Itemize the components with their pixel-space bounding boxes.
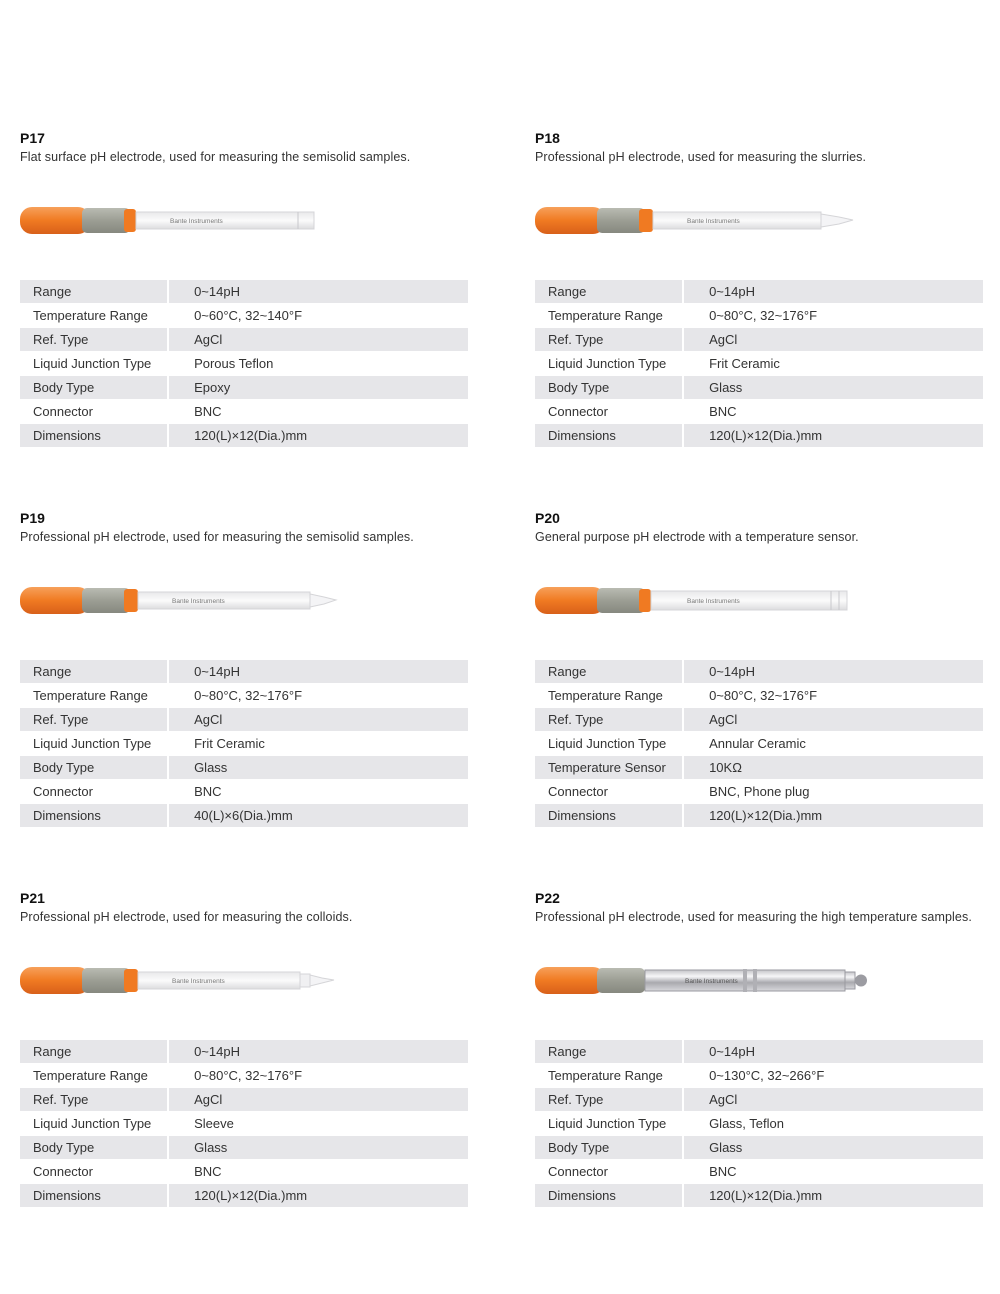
electrode-glass-body: [651, 591, 847, 610]
spec-row: [20, 708, 468, 732]
spec-value: BNC: [682, 400, 983, 423]
spec-row: [20, 1136, 468, 1160]
spec-key: Ref. Type: [535, 1088, 682, 1111]
product-code: P17: [20, 130, 45, 146]
spec-value: 0~14pH: [167, 660, 468, 683]
electrode-brand-label: Bante Instruments: [172, 598, 225, 605]
spec-row: [535, 376, 983, 400]
spec-row: [535, 352, 983, 376]
spec-value: 0~14pH: [682, 660, 983, 683]
product-code: P19: [20, 510, 45, 526]
electrode-image: [535, 577, 895, 617]
spec-value: AgCl: [682, 1088, 983, 1111]
spec-key: Dimensions: [20, 424, 167, 447]
spec-key: Connector: [20, 400, 167, 423]
spec-key: Liquid Junction Type: [20, 352, 167, 375]
spec-value: Glass: [167, 756, 468, 779]
spec-value: AgCl: [167, 1088, 468, 1111]
spec-value: Epoxy: [167, 376, 468, 399]
spec-key: Ref. Type: [20, 328, 167, 351]
spec-value: 0~80°C, 32~176°F: [167, 684, 468, 707]
spec-value: BNC: [167, 780, 468, 803]
spec-row: [535, 660, 983, 684]
spec-row: [535, 1184, 983, 1208]
spec-key: Dimensions: [535, 804, 682, 827]
spec-key: Connector: [20, 780, 167, 803]
product-description: Professional pH electrode, used for measuring the semisolid samples.: [20, 530, 414, 544]
electrode-grip: [597, 968, 645, 993]
spec-key: Range: [20, 660, 167, 683]
spec-row: [20, 1088, 468, 1112]
spec-key: Body Type: [535, 1136, 682, 1159]
electrode-brand-label: Bante Instruments: [685, 978, 738, 985]
spec-value: Frit Ceramic: [167, 732, 468, 755]
spec-value: 120(L)×12(Dia.)mm: [682, 424, 983, 447]
spec-key: Temperature Range: [535, 304, 682, 327]
spec-key: Ref. Type: [20, 708, 167, 731]
electrode-brand-label: Bante Instruments: [172, 978, 225, 985]
spec-row: [535, 1064, 983, 1088]
electrode-image: [20, 197, 380, 237]
spec-key: Temperature Range: [20, 1064, 167, 1087]
electrode-cap: [535, 967, 605, 994]
spec-value: AgCl: [682, 708, 983, 731]
spec-value: Glass: [167, 1136, 468, 1159]
spec-value: AgCl: [167, 328, 468, 351]
spec-row: [20, 1064, 468, 1088]
spec-table: [535, 660, 983, 828]
spec-key: Range: [535, 660, 682, 683]
spec-table: [535, 1040, 983, 1208]
spec-value: BNC, Phone plug: [682, 780, 983, 803]
spec-row: [535, 1112, 983, 1136]
electrode-grip: [82, 968, 130, 993]
electrode-cap: [20, 587, 90, 614]
spec-row: [20, 280, 468, 304]
product-code: P22: [535, 890, 560, 906]
spec-value: BNC: [167, 400, 468, 423]
electrode-glass-body: [136, 212, 314, 229]
spec-value: 0~80°C, 32~176°F: [682, 684, 983, 707]
spec-table: [20, 1040, 468, 1208]
electrode-brand-label: Bante Instruments: [687, 598, 740, 605]
spec-value: BNC: [682, 1160, 983, 1183]
spec-row: [535, 684, 983, 708]
spec-key: Ref. Type: [535, 708, 682, 731]
spec-key: Body Type: [20, 376, 167, 399]
spec-value: 0~14pH: [682, 280, 983, 303]
spec-key: Ref. Type: [20, 1088, 167, 1111]
spec-key: Liquid Junction Type: [535, 352, 682, 375]
spec-key: Range: [535, 1040, 682, 1063]
spec-value: 10KΩ: [682, 756, 983, 779]
spec-key: Temperature Range: [535, 684, 682, 707]
spec-table: [20, 280, 468, 448]
spec-row: [535, 328, 983, 352]
spec-value: Glass: [682, 1136, 983, 1159]
electrode-grip: [597, 588, 645, 613]
spec-row: [20, 376, 468, 400]
spec-row: [535, 1136, 983, 1160]
spec-value: 0~130°C, 32~266°F: [682, 1064, 983, 1087]
spec-row: [535, 756, 983, 780]
spec-key: Connector: [535, 1160, 682, 1183]
electrode-brand-label: Bante Instruments: [687, 218, 740, 225]
spec-value: 0~14pH: [167, 1040, 468, 1063]
spec-key: Liquid Junction Type: [20, 1112, 167, 1135]
spec-value: 120(L)×12(Dia.)mm: [682, 1184, 983, 1207]
spec-row: [20, 684, 468, 708]
electrode-cap: [20, 967, 90, 994]
spec-row: [20, 352, 468, 376]
product-code: P20: [535, 510, 560, 526]
spec-key: Dimensions: [20, 804, 167, 827]
spec-key: Body Type: [20, 1136, 167, 1159]
spec-row: [535, 1040, 983, 1064]
spec-key: Range: [20, 280, 167, 303]
electrode-image: [535, 957, 895, 997]
product-description: Professional pH electrode, used for measuring the slurries.: [535, 150, 867, 164]
spec-key: Dimensions: [20, 1184, 167, 1207]
spec-value: 0~14pH: [167, 280, 468, 303]
spec-row: [535, 400, 983, 424]
spec-row: [20, 732, 468, 756]
electrode-grip: [82, 588, 130, 613]
spec-key: Range: [20, 1040, 167, 1063]
spec-key: Dimensions: [535, 1184, 682, 1207]
spec-key: Range: [535, 280, 682, 303]
spec-value: 120(L)×12(Dia.)mm: [167, 1184, 468, 1207]
spec-table: [535, 280, 983, 448]
spec-row: [535, 424, 983, 448]
spec-row: [535, 780, 983, 804]
spec-row: [20, 1184, 468, 1208]
electrode-brand-label: Bante Instruments: [170, 218, 223, 225]
spec-value: Annular Ceramic: [682, 732, 983, 755]
spec-row: [535, 280, 983, 304]
spec-key: Temperature Range: [20, 684, 167, 707]
electrode-cap: [535, 587, 605, 614]
spec-key: Body Type: [20, 756, 167, 779]
product-description: Professional pH electrode, used for measuring the high temperature samples.: [535, 910, 972, 924]
spec-key: Temperature Sensor: [535, 756, 682, 779]
spec-value: Glass: [682, 376, 983, 399]
spec-row: [20, 328, 468, 352]
product-description: Flat surface pH electrode, used for measuring the semisolid samples.: [20, 150, 411, 164]
spec-value: AgCl: [167, 708, 468, 731]
spec-row: [20, 1112, 468, 1136]
spec-key: Connector: [535, 400, 682, 423]
spec-value: 40(L)×6(Dia.)mm: [167, 804, 468, 827]
electrode-grip: [82, 208, 130, 233]
spec-row: [20, 804, 468, 828]
product-description: Professional pH electrode, used for measuring the colloids.: [20, 910, 353, 924]
spec-row: [20, 756, 468, 780]
spec-value: Frit Ceramic: [682, 352, 983, 375]
electrode-cap: [535, 207, 605, 234]
product-code: P18: [535, 130, 560, 146]
spec-row: [20, 660, 468, 684]
electrode-grip: [597, 208, 645, 233]
spec-row: [20, 304, 468, 328]
electrode-image: [20, 577, 380, 617]
spec-value: 0~80°C, 32~176°F: [167, 1064, 468, 1087]
electrode-image: [535, 197, 895, 237]
electrode-cap: [20, 207, 90, 234]
spec-row: [535, 1160, 983, 1184]
spec-value: BNC: [167, 1160, 468, 1183]
spec-row: [535, 804, 983, 828]
spec-key: Liquid Junction Type: [535, 732, 682, 755]
spec-row: [535, 732, 983, 756]
spec-table: [20, 660, 468, 828]
spec-key: Connector: [535, 780, 682, 803]
spec-row: [20, 424, 468, 448]
spec-row: [20, 780, 468, 804]
spec-key: Liquid Junction Type: [535, 1112, 682, 1135]
spec-value: 0~80°C, 32~176°F: [682, 304, 983, 327]
spec-value: AgCl: [682, 328, 983, 351]
spec-row: [20, 1160, 468, 1184]
spec-row: [535, 708, 983, 732]
spec-row: [20, 400, 468, 424]
spec-row: [20, 1040, 468, 1064]
spec-row: [535, 1088, 983, 1112]
spec-key: Ref. Type: [535, 328, 682, 351]
product-code: P21: [20, 890, 45, 906]
spec-value: 0~14pH: [682, 1040, 983, 1063]
spec-key: Temperature Range: [20, 304, 167, 327]
spec-value: 120(L)×12(Dia.)mm: [167, 424, 468, 447]
spec-value: 0~60°C, 32~140°F: [167, 304, 468, 327]
product-description: General purpose pH electrode with a temperature sensor.: [535, 530, 859, 544]
electrode-image: [20, 957, 380, 997]
spec-key: Dimensions: [535, 424, 682, 447]
spec-key: Connector: [20, 1160, 167, 1183]
spec-value: Glass, Teflon: [682, 1112, 983, 1135]
spec-value: Porous Teflon: [167, 352, 468, 375]
spec-key: Body Type: [535, 376, 682, 399]
spec-row: [535, 304, 983, 328]
spec-key: Temperature Range: [535, 1064, 682, 1087]
spec-value: 120(L)×12(Dia.)mm: [682, 804, 983, 827]
spec-value: Sleeve: [167, 1112, 468, 1135]
spec-key: Liquid Junction Type: [20, 732, 167, 755]
